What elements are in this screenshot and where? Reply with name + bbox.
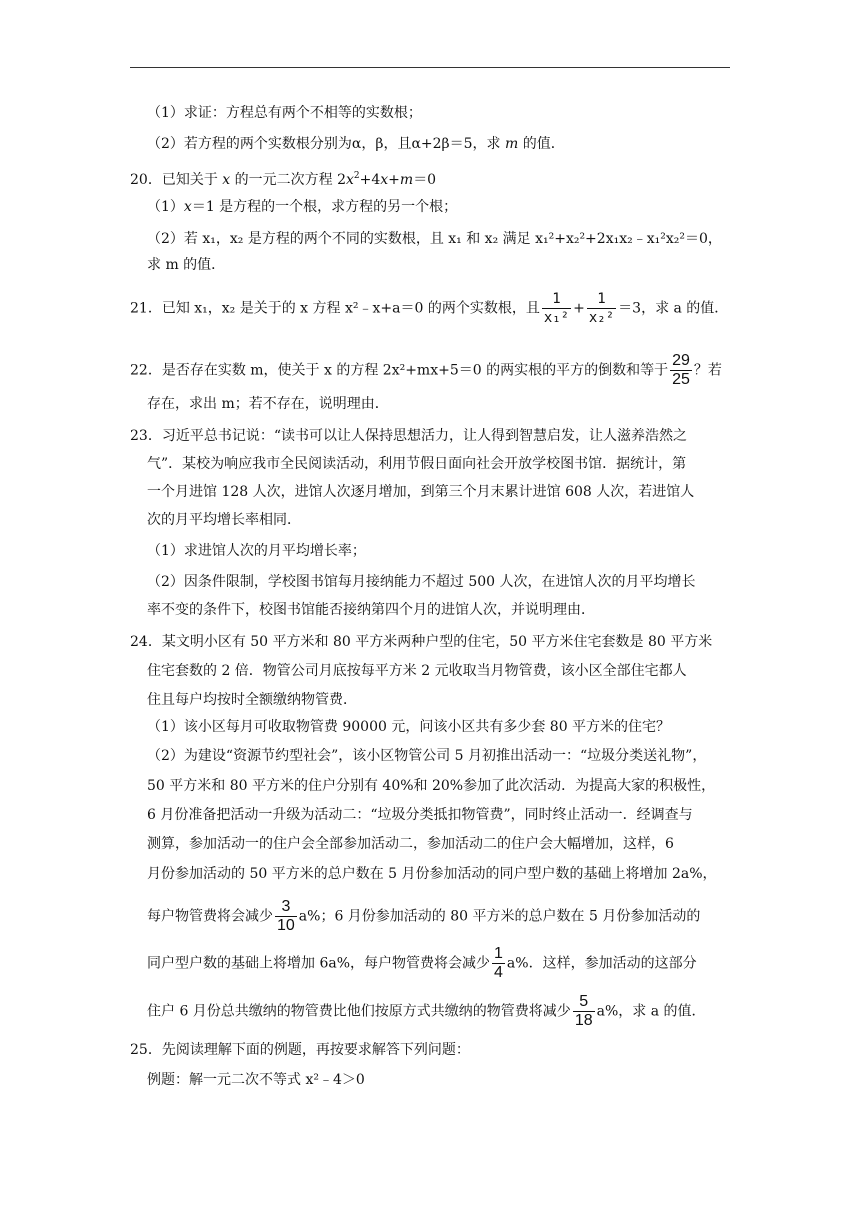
q20-part2-cont: 求 m 的值． <box>147 257 226 273</box>
q19-part2: （2）若方程的两个实数根分别为α，β，且α+2β＝5，求 m 的值． <box>147 136 565 152</box>
q24-part2-line8: 住户 6 月份总共缴纳的物管费比他们按原方式共缴纳的物管费将减少 $\frac{5}{18}$ a%，求 a 的值． <box>147 993 706 1029</box>
fraction: $\frac{3}{10}$ <box>277 898 295 934</box>
q25-line2: 例题：解一元二次不等式 x²﹣4＞0 <box>147 1072 365 1088</box>
q24-part2-line5: 月份参加活动的 50 平方米的总户数在 5 月份参加活动的同户型户数的基础上将增加 2a%， <box>147 866 717 882</box>
q23-part2: （2）因条件限制，学校图书馆每月接纳能力不超过 500 人次，在进馆人次的月平均增长 <box>147 574 696 590</box>
fraction: $\frac{5}{18}$ <box>574 993 593 1029</box>
q19-part1: （1）求证：方程总有两个不相等的实数根； <box>147 105 422 121</box>
q20-part2: （2）若 x₁，x₂ 是方程的两个不同的实数根，且 x₁ 和 x₂ 满足 x₁²+x₂²+2x₁x₂﹣x₁²x₂²＝0， <box>147 231 722 247</box>
q24-part1: （1）该小区每月可收取物管费 90000 元，问该小区共有多少套 80 平方米的住宅？ <box>147 719 671 735</box>
q24-part2-line3: 6 月份准备把活动一升级为活动二：“垃圾分类抵扣物管费”，同时终止活动一．经调查与 <box>147 807 693 823</box>
q24-line1: 24．某文明小区有 50 平方米和 80 平方米两种户型的住宅，50 平方米住宅套数是 80 平方米 <box>130 634 713 650</box>
fraction: $\frac{1}{4}$ <box>494 945 503 981</box>
q22-cont: 存在，求出 m；若不存在，说明理由． <box>147 396 389 412</box>
q23-line1: 23．习近平总书记说：“读书可以让人保持思想活力，让人得到智慧启发，让人滋养浩然之 <box>130 428 687 444</box>
header-rule <box>130 67 730 68</box>
q23-part2-cont: 率不变的条件下，校图书馆能否接纳第四个月的进馆人次，并说明理由． <box>147 602 595 618</box>
q23-line4: 次的月平均增长率相同． <box>147 512 301 528</box>
q24-part2-line6: 每户物管费将会减少 $\frac{3}{10}$ a%；6 月份参加活动的 80 平方米的总户数在 5 月份参加活动的 <box>147 898 701 934</box>
q25-line1: 25．先阅读理解下面的例题，再按要求解答下列问题： <box>130 1042 470 1058</box>
q24-part2-line2: 50 平方米和 80 平方米的住户分别有 40%和 20%参加了此次活动．为提高大家的积极性， <box>147 778 716 794</box>
q23-line3: 一个月进馆 128 人次，进馆人次逐月增加，到第三个月末累计进馆 608 人次，若进馆人 <box>147 484 695 500</box>
q24-part2-line1: （2）为建设“资源节约型社会”，该小区物管公司 5 月初推出活动一：“垃圾分类送礼物”， <box>147 748 707 764</box>
fraction: $\frac{1}{\text{x₁²}}$ <box>543 291 570 326</box>
q23-part1: （1）求进馆人次的月平均增长率； <box>147 543 366 559</box>
q24-line3: 住且每户均按时全额缴纳物管费． <box>147 692 357 708</box>
q20-stem: 20．已知关于 x 的一元二次方程 $2x^2+4x+m=0$ <box>130 171 437 188</box>
fraction: $\frac{29}{25}$ <box>672 352 690 388</box>
q24-part2-line4: 测算，参加活动一的住户会全部参加活动二，参加活动二的住户会大幅增加，这样，6 <box>147 836 674 852</box>
fraction: $\frac{1}{\text{x₂²}}$ <box>588 291 615 326</box>
q21: 21．已知 x₁，x₂ 是关于的 x 方程 x²﹣x+a＝0 的两个实数根，且 $\frac{1}{\text{x₁²}}$ + $\frac{1}{\text{x₂²}}$ ＝3，求 a 的值． <box>130 291 729 326</box>
q22: 22．是否存在实数 m，使关于 x 的方程 2x²+mx+5＝0 的两实根的平方的倒数和等于 $\frac{29}{25}$ ？若 <box>130 352 722 388</box>
q20-part1: （1）x＝1 是方程的一个根，求方程的另一个根； <box>147 199 458 215</box>
q24-line2: 住宅套数的 2 倍．物管公司月底按每平方米 2 元收取当月物管费，该小区全部住宅都人 <box>147 663 687 679</box>
q24-part2-line7: 同户型户数的基础上将增加 6a%，每户物管费将会减少 $\frac{1}{4}$ a%．这样，参加活动的这部分 <box>147 945 697 981</box>
q23-line2: 气”．某校为响应我市全民阅读活动，利用节假日面向社会开放学校图书馆．据统计，第 <box>147 456 687 472</box>
